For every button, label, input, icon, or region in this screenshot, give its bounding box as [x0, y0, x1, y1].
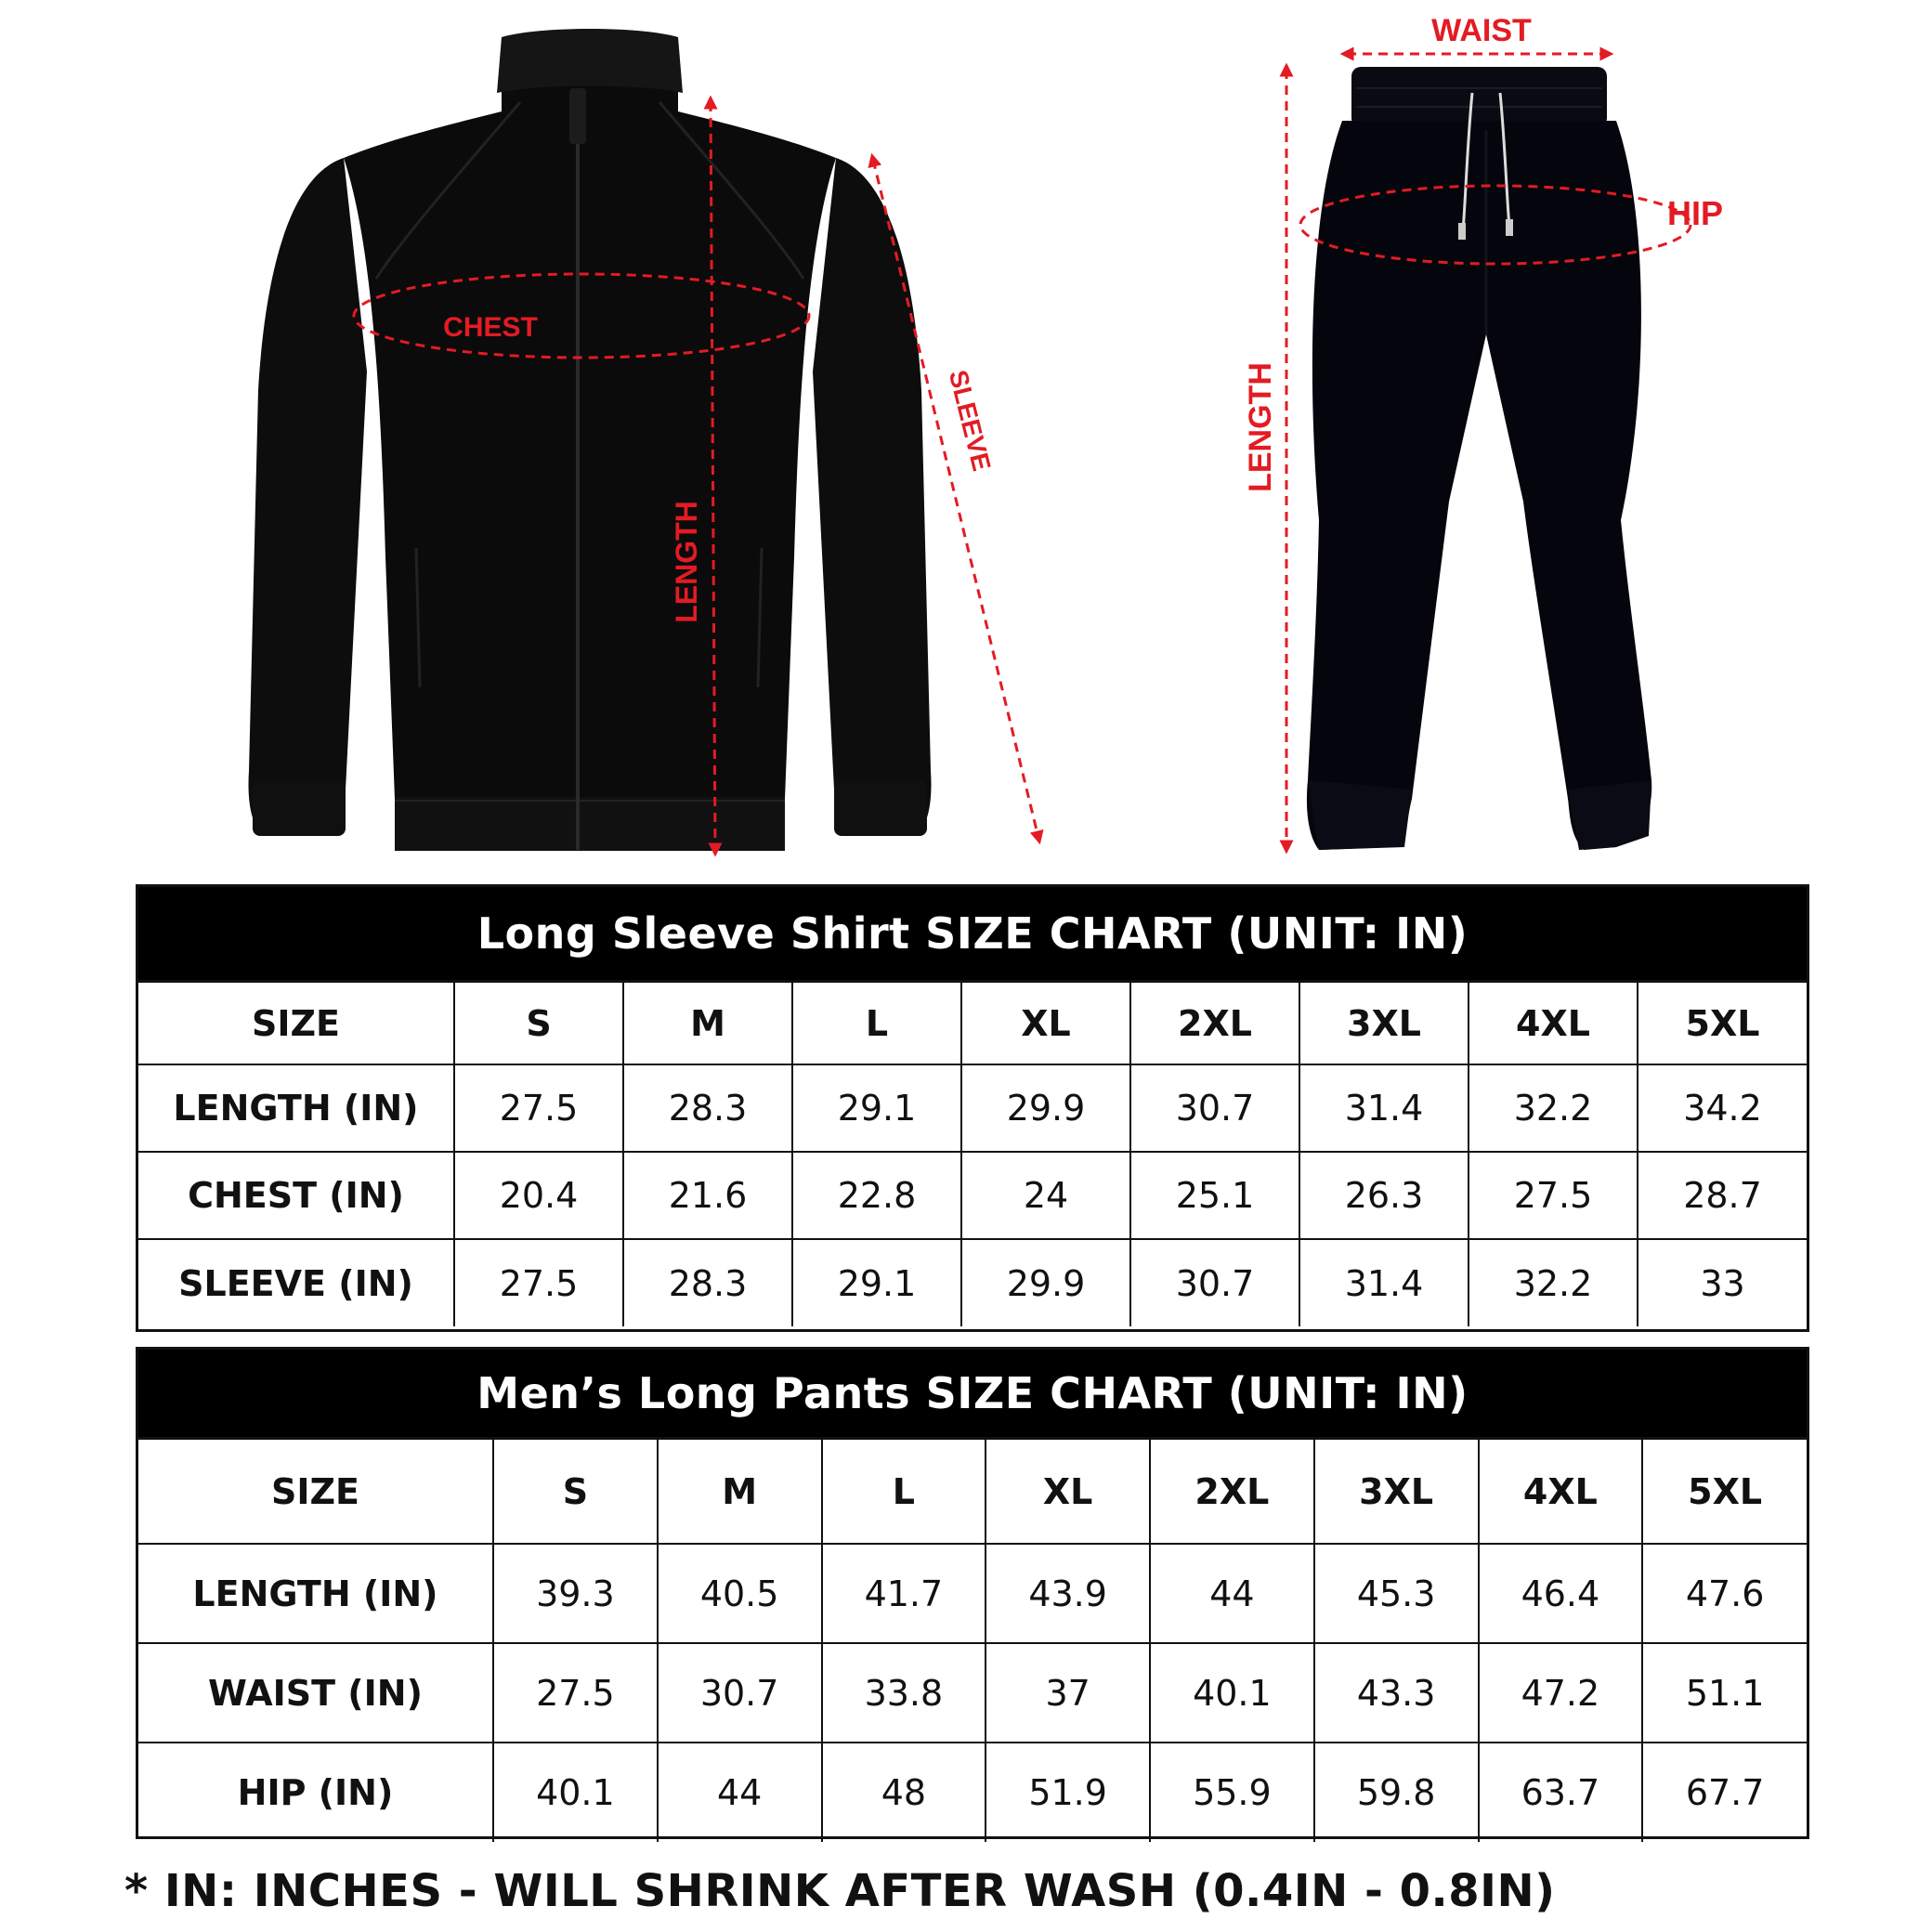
- pants-length-label: LENGTH: [1243, 362, 1278, 492]
- garment-illustration: [0, 0, 1932, 873]
- column-header: 5XL: [1642, 1440, 1807, 1544]
- table-cell: 46.4: [1479, 1544, 1643, 1643]
- column-header: 5XL: [1638, 983, 1807, 1064]
- table-cell: 29.1: [792, 1064, 961, 1152]
- column-header: S: [493, 1440, 658, 1544]
- table-cell: 32.2: [1469, 1239, 1638, 1326]
- table-cell: 47.6: [1642, 1544, 1807, 1643]
- table-cell: 51.1: [1642, 1643, 1807, 1743]
- shirt-size-table: [138, 983, 1807, 1326]
- shrink-footnote: * IN: INCHES - WILL SHRINK AFTER WASH (0.4IN - 0.8IN): [124, 1865, 1556, 1917]
- table-cell: 20.4: [454, 1152, 623, 1239]
- pants-chart-title: Men’s Long Pants SIZE CHART (UNIT: IN): [138, 1350, 1807, 1440]
- table-cell: 63.7: [1479, 1743, 1643, 1842]
- table-cell: 40.1: [1150, 1643, 1314, 1743]
- column-header: L: [822, 1440, 986, 1544]
- table-cell: 27.5: [493, 1643, 658, 1743]
- table-cell: 43.9: [986, 1544, 1150, 1643]
- column-header: 4XL: [1469, 983, 1638, 1064]
- column-header: S: [454, 983, 623, 1064]
- table-cell: 26.3: [1299, 1152, 1469, 1239]
- column-header: 3XL: [1314, 1440, 1479, 1544]
- column-header: 3XL: [1299, 983, 1469, 1064]
- table-cell: 40.1: [493, 1743, 658, 1842]
- table-cell: 25.1: [1130, 1152, 1299, 1239]
- table-cell: 37: [986, 1643, 1150, 1743]
- table-cell: 28.3: [623, 1239, 792, 1326]
- shirt-length-label: LENGTH: [670, 501, 703, 623]
- table-cell: 33: [1638, 1239, 1807, 1326]
- hip-label: HIP: [1667, 194, 1724, 232]
- table-cell: 29.9: [961, 1239, 1130, 1326]
- table-cell: 30.7: [1130, 1064, 1299, 1152]
- table-cell: 47.2: [1479, 1643, 1643, 1743]
- column-header: SIZE: [138, 983, 454, 1064]
- table-cell: 44: [658, 1743, 822, 1842]
- column-header: L: [792, 983, 961, 1064]
- table-cell: 51.9: [986, 1743, 1150, 1842]
- waist-marker: [1347, 13, 1607, 54]
- table-cell: 27.5: [454, 1239, 623, 1326]
- table-cell: 30.7: [1130, 1239, 1299, 1326]
- chest-label: CHEST: [443, 312, 538, 343]
- shirt-chart-title: Long Sleeve Shirt SIZE CHART (UNIT: IN): [138, 887, 1807, 983]
- table-cell: 27.5: [454, 1064, 623, 1152]
- table-row: [138, 1643, 1807, 1743]
- table-cell: 39.3: [493, 1544, 658, 1643]
- sleeve-label: SLEEVE: [943, 367, 997, 475]
- table-cell: 67.7: [1642, 1743, 1807, 1842]
- table-row: [138, 1743, 1807, 1842]
- table-cell: 30.7: [658, 1643, 822, 1743]
- table-cell: 45.3: [1314, 1544, 1479, 1643]
- column-header: SIZE: [138, 1440, 493, 1544]
- table-cell: 43.3: [1314, 1643, 1479, 1743]
- pants-length-marker: [1243, 70, 1286, 847]
- table-cell: 21.6: [623, 1152, 792, 1239]
- table-cell: 31.4: [1299, 1064, 1469, 1152]
- column-header: XL: [986, 1440, 1150, 1544]
- table-cell: 32.2: [1469, 1064, 1638, 1152]
- row-label: CHEST (IN): [138, 1152, 454, 1239]
- row-label: SLEEVE (IN): [138, 1239, 454, 1326]
- table-header-row: [138, 1440, 1807, 1544]
- waist-label: WAIST: [1431, 13, 1532, 48]
- row-label: HIP (IN): [138, 1743, 493, 1842]
- column-header: 2XL: [1130, 983, 1299, 1064]
- row-label: LENGTH (IN): [138, 1064, 454, 1152]
- table-row: [138, 1064, 1807, 1152]
- table-cell: 27.5: [1469, 1152, 1638, 1239]
- table-cell: 28.7: [1638, 1152, 1807, 1239]
- column-header: 2XL: [1150, 1440, 1314, 1544]
- table-cell: 29.1: [792, 1239, 961, 1326]
- pants-size-table: [138, 1440, 1807, 1842]
- pants-size-chart: [136, 1347, 1809, 1839]
- column-header: XL: [961, 983, 1130, 1064]
- table-cell: 24: [961, 1152, 1130, 1239]
- table-row: [138, 1152, 1807, 1239]
- table-cell: 22.8: [792, 1152, 961, 1239]
- table-cell: 44: [1150, 1544, 1314, 1643]
- table-cell: 41.7: [822, 1544, 986, 1643]
- table-cell: 40.5: [658, 1544, 822, 1643]
- table-row: [138, 1239, 1807, 1326]
- table-cell: 34.2: [1638, 1064, 1807, 1152]
- row-label: LENGTH (IN): [138, 1544, 493, 1643]
- shirt-size-chart: [136, 884, 1809, 1332]
- table-cell: 55.9: [1150, 1743, 1314, 1842]
- column-header: 4XL: [1479, 1440, 1643, 1544]
- column-header: M: [623, 983, 792, 1064]
- table-header-row: [138, 983, 1807, 1064]
- table-cell: 48: [822, 1743, 986, 1842]
- table-cell: 29.9: [961, 1064, 1130, 1152]
- pants-image: [1307, 67, 1651, 850]
- row-label: WAIST (IN): [138, 1643, 493, 1743]
- table-cell: 31.4: [1299, 1239, 1469, 1326]
- table-cell: 33.8: [822, 1643, 986, 1743]
- table-row: [138, 1544, 1807, 1643]
- table-cell: 59.8: [1314, 1743, 1479, 1842]
- column-header: M: [658, 1440, 822, 1544]
- jacket-image: [249, 29, 932, 851]
- table-cell: 28.3: [623, 1064, 792, 1152]
